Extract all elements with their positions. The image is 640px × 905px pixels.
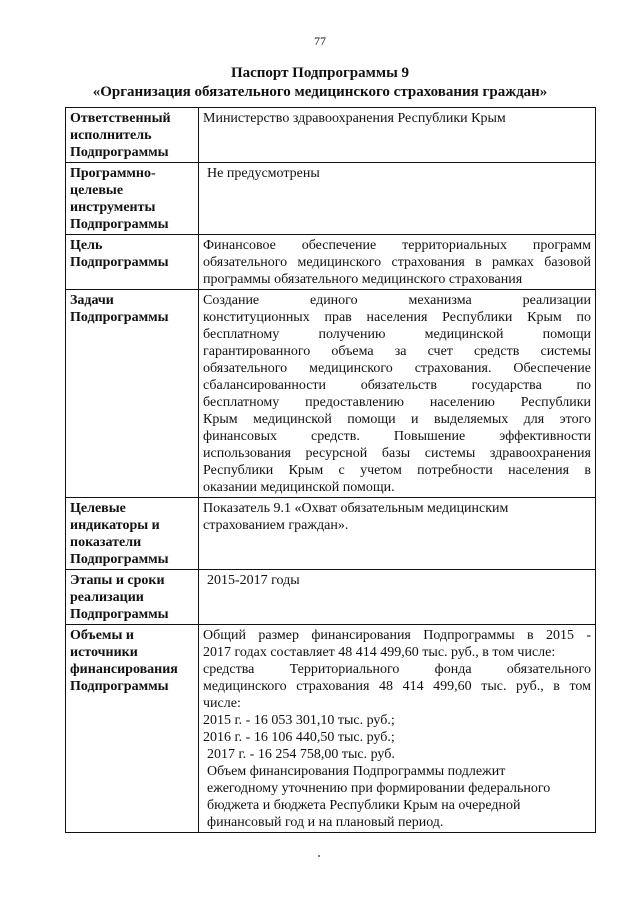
value-line: финансовый год и на плановый период. bbox=[207, 815, 444, 830]
label-line: целевые bbox=[70, 183, 124, 198]
label-line: Подпрограммы bbox=[70, 145, 169, 160]
label-line: Объемы и bbox=[70, 628, 134, 643]
label-line: показатели bbox=[70, 535, 142, 550]
value-line: Крым медицинской помощи и выделяемых для этого bbox=[203, 412, 591, 427]
label-goal bbox=[66, 235, 199, 290]
value-line: Общий размер финансирования Подпрограммы в 2015 - bbox=[203, 628, 591, 643]
table-row-goal bbox=[66, 235, 596, 290]
table-row-tasks bbox=[66, 290, 596, 498]
value-stages bbox=[199, 570, 596, 625]
value-line: обязательного медицинского страхования в рамках базовой bbox=[203, 255, 591, 270]
value-line: гарантированного объема за счет средств системы bbox=[203, 344, 591, 359]
value-line: Финансовое обеспечение территориальных программ bbox=[203, 238, 591, 253]
label-line: Этапы и сроки bbox=[70, 573, 165, 588]
value-line: Создание единого механизма реализации bbox=[203, 293, 591, 308]
value-line: Не предусмотрены bbox=[207, 166, 320, 181]
value-line: оказании медицинской помощи. bbox=[203, 480, 395, 495]
table-row-instruments bbox=[66, 163, 596, 235]
value-line: Министерство здравоохранения Республики Крым bbox=[203, 111, 506, 126]
value-tasks bbox=[199, 290, 596, 498]
label-line: Подпрограммы bbox=[70, 607, 169, 622]
label-line: Подпрограммы bbox=[70, 552, 169, 567]
document-title bbox=[0, 64, 640, 102]
value-line: ежегодному уточнению при формировании федерального bbox=[207, 781, 551, 796]
label-indicators bbox=[66, 498, 199, 570]
title-line-1: Паспорт Подпрограммы 9 bbox=[230, 65, 410, 81]
value-line: финансовых средств. Повышение эффективности bbox=[203, 429, 591, 444]
label-line: Подпрограммы bbox=[70, 679, 169, 694]
label-line: Задачи bbox=[70, 293, 114, 308]
label-line: Подпрограммы bbox=[70, 310, 169, 325]
value-line: бюджета и бюджета Республики Крым на очередной bbox=[207, 798, 521, 813]
table-row-stages bbox=[66, 570, 596, 625]
label-line: индикаторы и bbox=[70, 518, 160, 533]
value-line: Республики Крым с учетом потребности населения в bbox=[203, 463, 591, 478]
label-line: Программно- bbox=[70, 166, 156, 181]
value-line: программы обязательного медицинского страхования bbox=[203, 272, 523, 287]
page-number: 77 bbox=[314, 34, 326, 48]
label-stages bbox=[66, 570, 199, 625]
value-line: 2015-2017 годы bbox=[207, 573, 300, 588]
value-line: средства Территориального фонда обязательного bbox=[203, 662, 591, 677]
label-line: Подпрограммы bbox=[70, 255, 169, 270]
value-instruments bbox=[199, 163, 596, 235]
title-line-2: «Организация обязательного медицинского страхования граждан» bbox=[92, 84, 548, 100]
label-line: финансирования bbox=[70, 662, 178, 677]
value-funding bbox=[199, 625, 596, 833]
label-funding bbox=[66, 625, 199, 833]
value-line: 2015 г. - 16 053 301,10 тыс. руб.; bbox=[203, 713, 395, 728]
value-line: сбалансированности обязательств государства по bbox=[203, 378, 591, 393]
value-line: 2017 г. - 16 254 758,00 тыс. руб. bbox=[207, 747, 395, 762]
value-indicators bbox=[199, 498, 596, 570]
table-row-indicators bbox=[66, 498, 596, 570]
table-row-funding bbox=[66, 625, 596, 833]
label-instruments bbox=[66, 163, 199, 235]
label-line: исполнитель bbox=[70, 128, 152, 143]
label-line: реализации bbox=[70, 590, 144, 605]
value-line: страхованием граждан». bbox=[203, 518, 349, 533]
value-line: Показатель 9.1 «Охват обязательным медицинским bbox=[203, 501, 509, 516]
label-line: Подпрограммы bbox=[70, 217, 169, 232]
value-goal bbox=[199, 235, 596, 290]
value-line: конституционных прав населения Республики Крым по bbox=[203, 310, 591, 325]
label-responsible bbox=[66, 108, 199, 163]
value-line: медицинского страхования 48 414 499,60 тыс. руб., в том bbox=[203, 679, 591, 694]
table-row-responsible bbox=[66, 108, 596, 163]
label-tasks bbox=[66, 290, 199, 498]
scan-speck bbox=[318, 855, 320, 857]
label-line: Ответственный bbox=[70, 111, 171, 126]
value-line: бесплатному получению медицинской помощи bbox=[203, 327, 591, 342]
label-line: источники bbox=[70, 645, 138, 660]
value-line: обязательного медицинского страхования. Обеспечение bbox=[203, 361, 591, 376]
label-line: инструменты bbox=[70, 200, 156, 215]
value-line: 2017 годах составляет 48 414 499,60 тыс. руб., в том числе: bbox=[203, 645, 556, 660]
label-line: Цель bbox=[70, 238, 103, 253]
value-line: Объем финансирования Подпрограммы подлежит bbox=[207, 764, 506, 779]
value-line: числе: bbox=[203, 696, 241, 711]
label-line: Целевые bbox=[70, 501, 126, 516]
passport-table bbox=[65, 107, 596, 833]
value-line: 2016 г. - 16 106 440,50 тыс. руб.; bbox=[203, 730, 395, 745]
value-line: бесплатному предоставлению населению Республики bbox=[203, 395, 591, 410]
value-responsible bbox=[199, 108, 596, 163]
value-line: использования ресурсной базы системы здравоохранения bbox=[203, 446, 591, 461]
